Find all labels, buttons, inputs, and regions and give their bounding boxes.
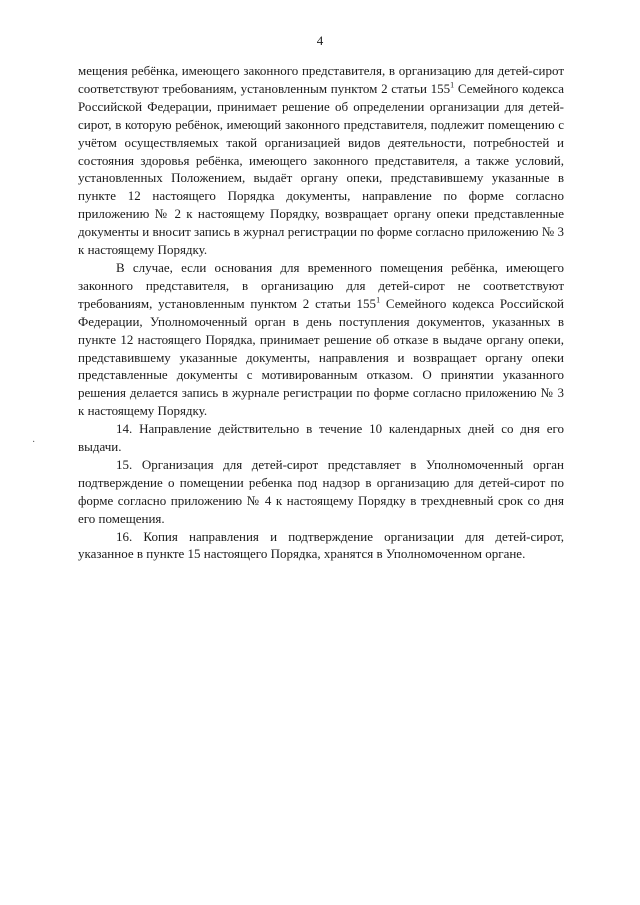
paragraph-text: мещения ребёнка, имеющего законного представителя, в организацию для детей-сирот соответствуют требованиям, установленным пунктом 2 статьи 155 [78,63,564,96]
paragraph-text: 14. Направление действительно в течение 10 календарных дней со дня его выдачи. [78,421,564,455]
paragraph-text: 15. Организация для детей-сирот представляет в Уполномоченный орган подтверждение о помещении ребенка под надзор в организацию для детей-сирот по форме согласно приложению № 4 к настоящему Порядку в трехдневный срок со дня его помещения. [78,456,564,526]
paragraph-refusal [78,259,564,420]
paragraph-16 [78,528,564,564]
paragraph-text: Семейного кодекса Российской Федерации, Уполномоченный орган в день поступления документов, указанных в пункте 12 настоящего Порядка, принимает решение об отказе в выдаче органу опеки, представившему указанные документы, направления и возвращает органу опеки представленные документы с мотивированным отказом. О принятии указанного решения делается запись в журнале регистрации по форме согласно приложению № 3 к настоящему Порядку. [78,295,564,419]
paragraph-continuation [78,62,564,259]
superscript: 1 [376,295,381,305]
paragraph-15 [78,456,564,528]
margin-mark: · [32,437,36,448]
paragraph-14 [78,420,564,456]
paragraph-text: В случае, если основания для временного помещения ребёнка, имеющего законного представителя, в организацию для детей-сирот не соответствуют требованиям, установленным пунктом 2 статьи 155 [78,259,564,311]
page-number: 4 [316,33,324,48]
paragraph-text: Семейного кодекса Российской Федерации, принимает решение об определении организации для детей-сирот, в которую ребёнок, имеющий законного представителя, подлежит помещению с учётом осуществляемых такой организацией видов деятельности, потребностей и состояния здоровья ребёнка, имеющего законного представителя, а также условий, установленных Положением, выдаёт органу опеки, представившему указанные в пункте 12 настоящего Порядка документы, направление по форме согласно приложению № 2 к настоящему Порядку, возвращает органу опеки представленные документы и вносит запись в журнал регистрации по форме согласно приложению № 3 к настоящему Порядку. [78,80,564,258]
document-body [78,62,564,563]
paragraph-text: 16. Копия направления и подтверждение организации для детей-сирот, указанное в пункте 15 настоящего Порядка, хранятся в Уполномоченном органе. [78,528,564,562]
superscript: 1 [450,80,455,90]
